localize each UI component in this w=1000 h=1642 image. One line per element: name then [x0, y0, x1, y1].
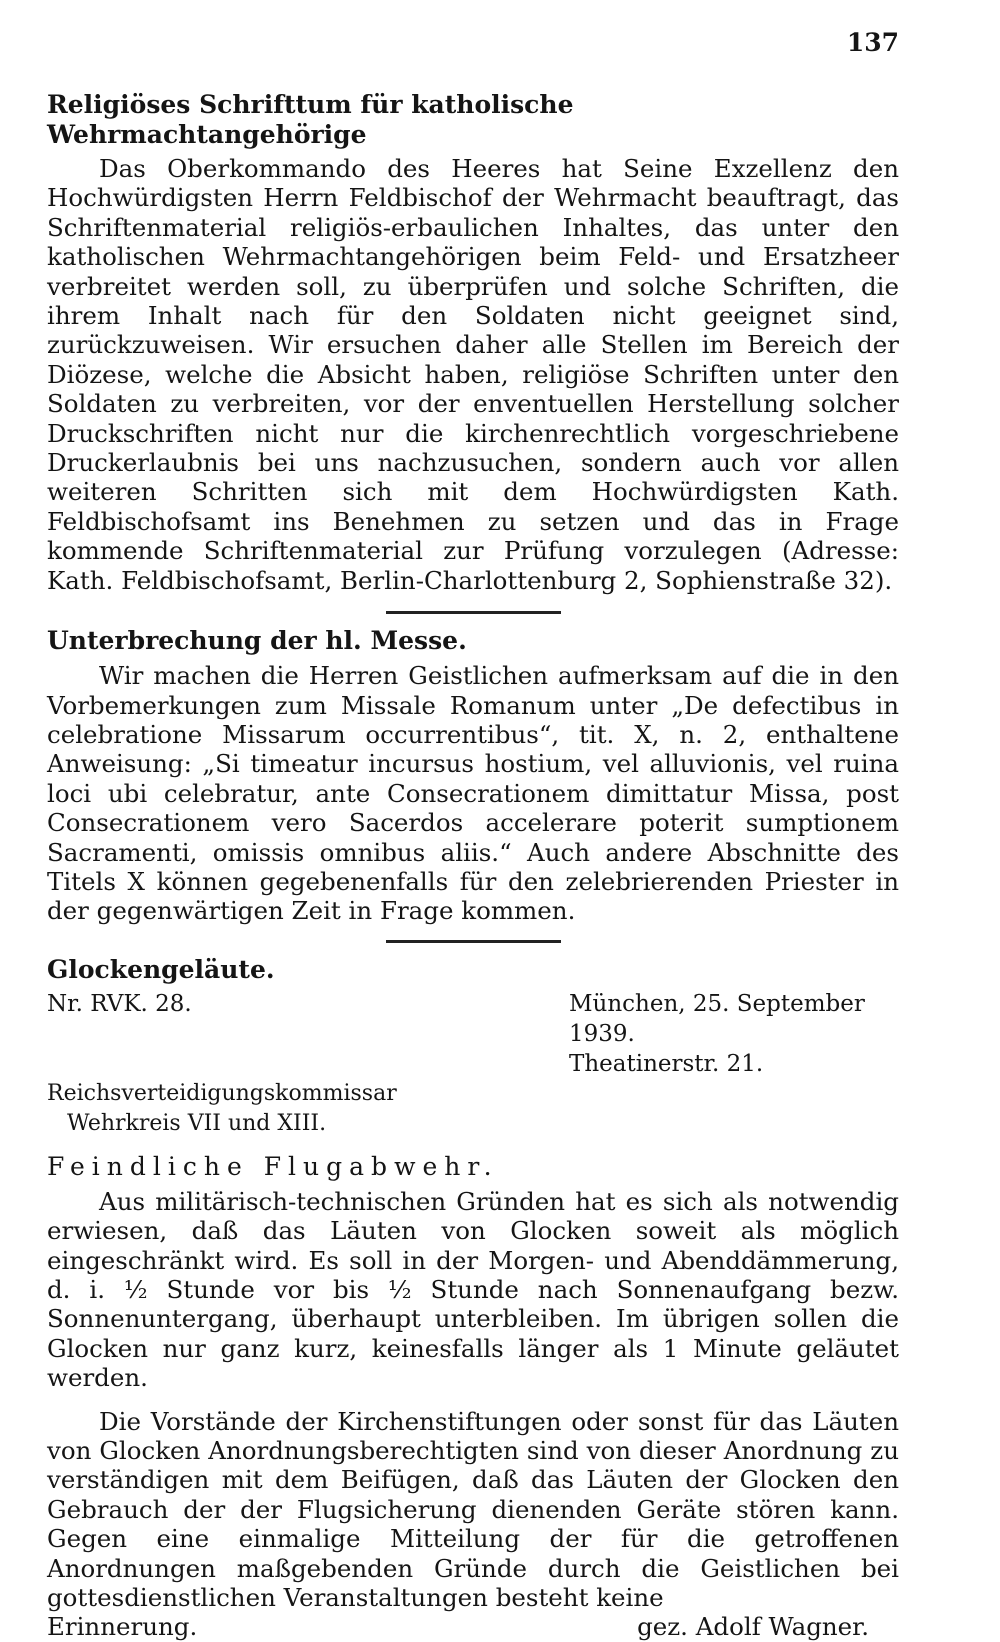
- section-title: Glockengeläute.: [47, 954, 275, 984]
- authority-line-1: Reichsverteidigungskommissar: [47, 1080, 397, 1106]
- place-date: München, 25. September 1939.: [569, 990, 865, 1047]
- section-title: Religiöses Schrifttum für katholische Wehrmachtangehörige: [47, 90, 574, 149]
- section-paragraph: Wir machen die Herren Geistlichen aufmerksam auf die in den Vorbemerkungen zum Missale Romanum unter „De defectibus in celebratione Missarum occurrentibus“, tit. X, n. 2, enthaltene Anweisung: „Si timeatur incursus hostium, vel alluvionis, vel ruina loci ubi celebratur, ante Consecrationem dimittatur Missa, post Consecrationem vero Sacerdos accelerare poterit sumptionem Sacramenti, omissis omnibus aliis.“ Auch andere Abschnitte des Titels X können gegebenenfalls für den zelebrierenden Priester in der gegenwärtigen Zeit in Frage kommen.: [47, 661, 899, 926]
- address: Theatinerstr. 21.: [569, 1050, 764, 1077]
- address-row: [47, 1049, 899, 1079]
- reference-row: [47, 989, 899, 1049]
- closing-word: Erinnerung.: [47, 1612, 198, 1642]
- section-paragraph: Die Vorstände der Kirchenstiftungen oder sonst für das Läuten von Glocken Anordnungsberechtigten sind von dieser Anordnung zu verständigen mit dem Beifügen, daß das Läuten der Glocken den Gebrauch der der Flugsicherung dienenden Geräte stören kann. Gegen eine einmalige Mitteilung der für die getroffenen Anordnungen maßgebenden Gründe durch die Geistlichen bei gottesdienstlichen Veranstaltungen besteht keine: [47, 1406, 899, 1613]
- signature: gez. Adolf Wagner.: [637, 1612, 869, 1642]
- section-paragraph: Das Oberkommando des Heeres hat Seine Exzellenz den Hochwürdigsten Herrn Feldbischof der Wehrmacht beauftragt, das Schriftenmaterial religiös-erbaulichen Inhaltes, das unter den katholischen Wehrmachtangehörigen beim Feld- und Ersatzheer verbreitet werden soll, zu überprüfen und solche Schriften, die ihrem Inhalt nach für den Soldaten nicht geeignet sind, zurückzuweisen. Wir ersuchen daher alle Stellen im Bereich der Diözese, welche die Absicht haben, religiöse Schriften unter den Soldaten zu verbreiten, vor der enventuellen Herstellung solcher Druckschriften nicht nur die kirchenrechtlich vorgeschriebene Druckerlaubnis bei uns nachzusuchen, sondern auch vor allen weiteren Schritten sich mit dem Hochwürdigsten Kath. Feldbischofsamt ins Benehmen zu setzen und das in Frage kommende Schriftenmaterial zur Prüfung vorzulegen (Adresse: Kath. Feldbischofsamt, Berlin-Charlottenburg 2, Sophienstraße 32).: [47, 154, 899, 595]
- section-mass-interruption: [47, 626, 899, 926]
- subject-line: Feindliche Flugabwehr.: [47, 1151, 499, 1181]
- reference-number: Nr. RVK. 28.: [47, 990, 192, 1017]
- section-paragraph: Aus militärisch-technischen Gründen hat es sich als notwendig erwiesen, daß das Läuten von Glocken soweit als möglich eingeschränkt wird. Es soll in der Morgen- und Abenddämmerung, d. i. ½ Stunde vor bis ½ Stunde nach Sonnenaufgang bezw. Sonnenuntergang, überhaupt unterbleiben. Im übrigen sollen die Glocken nur ganz kurz, keinesfalls länger als 1 Minute geläutet werden.: [47, 1186, 899, 1393]
- section-title: Unterbrechung der hl. Messe.: [47, 626, 467, 656]
- section-bell-ringing: [47, 955, 899, 1642]
- document-page: [47, 28, 899, 1642]
- signature-line: [47, 1612, 899, 1641]
- section-religious-literature: [47, 90, 899, 595]
- page-number: 137: [846, 28, 899, 57]
- authority-line-2: Wehrkreis VII und XIII.: [67, 1110, 327, 1136]
